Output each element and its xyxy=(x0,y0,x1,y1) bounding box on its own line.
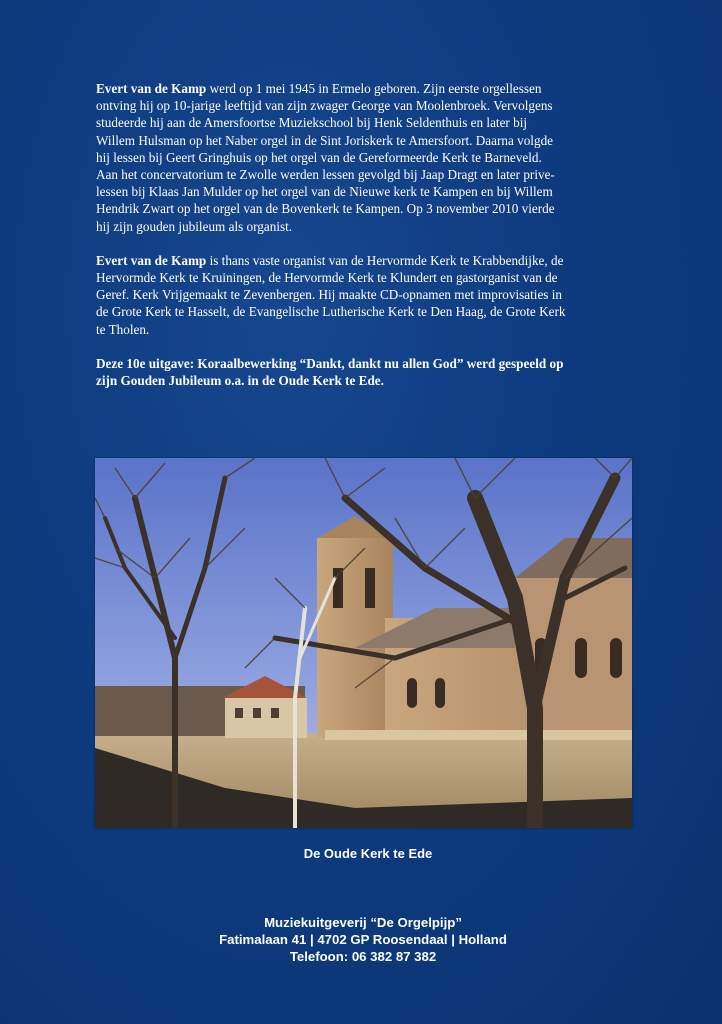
publisher-phone: Telefoon: 06 382 87 382 xyxy=(289,949,437,964)
bio-name-2: Evert van de Kamp xyxy=(96,252,207,268)
publisher-info xyxy=(0,914,722,965)
publisher-address: Fatimalaan 41 | 4702 GP Roosendaal | Holland xyxy=(219,932,507,947)
church-photo-illustration xyxy=(95,458,632,828)
bio-text-1: werd op 1 mei 1945 in Ermelo geboren. Zijn eerste orgellessen ontving hij op 10-jarige leeftijd van zijn zwager George van Moolenbroek. Vervolgens studeerde hij aan de Amersfoortse Muziekschool bij Henk Seldenthuis en later bij Willem Hulsman op het Naber orgel in de Sint Joriskerk te Amersfoort. Daarna volgde hij lessen bij Geert Gringhuis op het orgel van de Gereformeerde Kerk te Barneveld. Aan het concervatorium te Zwolle werden lessen gevolgd bij Jaap Dragt en later prive-lessen bij Klaas Jan Mulder op het orgel van de Nieuwe kerk te Kampen en bij Willem Hendrik Zwart op het orgel van de Bovenkerk te Kampen. Op 3 november 2010 vierde hij zijn gouden jubileum als organist. xyxy=(96,81,555,234)
bio-paragraph-2 xyxy=(96,252,566,338)
bio-text-2: is thans vaste organist van de Hervormde Kerk te Krabbendijke, de Hervormde Kerk te Kruiningen, de Hervormde Kerk te Klundert en gastorganist van de Geref. Kerk Vrijgemaakt te Zevenbergen. Hij maakte CD-opnamen met improvisaties in de Grote Kerk te Hasselt, de Evangelische Lutherische Kerk te Den Haag, de Grote Kerk te Tholen. xyxy=(96,252,566,337)
bio-paragraph-3 xyxy=(96,355,566,389)
publisher-name: Muziekuitgeverij “De Orgelpijp” xyxy=(264,915,462,930)
church-photo xyxy=(95,458,632,828)
biography xyxy=(96,80,566,406)
edition-note: Deze 10e uitgave: Koraalbewerking “Dankt, dankt nu allen God” werd gespeeld op zijn Gouden Jubileum o.a. in de Oude Kerk te Ede. xyxy=(96,355,564,389)
photo-caption: De Oude Kerk te Ede xyxy=(303,846,433,861)
bio-paragraph-1 xyxy=(96,80,566,235)
bio-name-1: Evert van de Kamp xyxy=(96,81,207,96)
